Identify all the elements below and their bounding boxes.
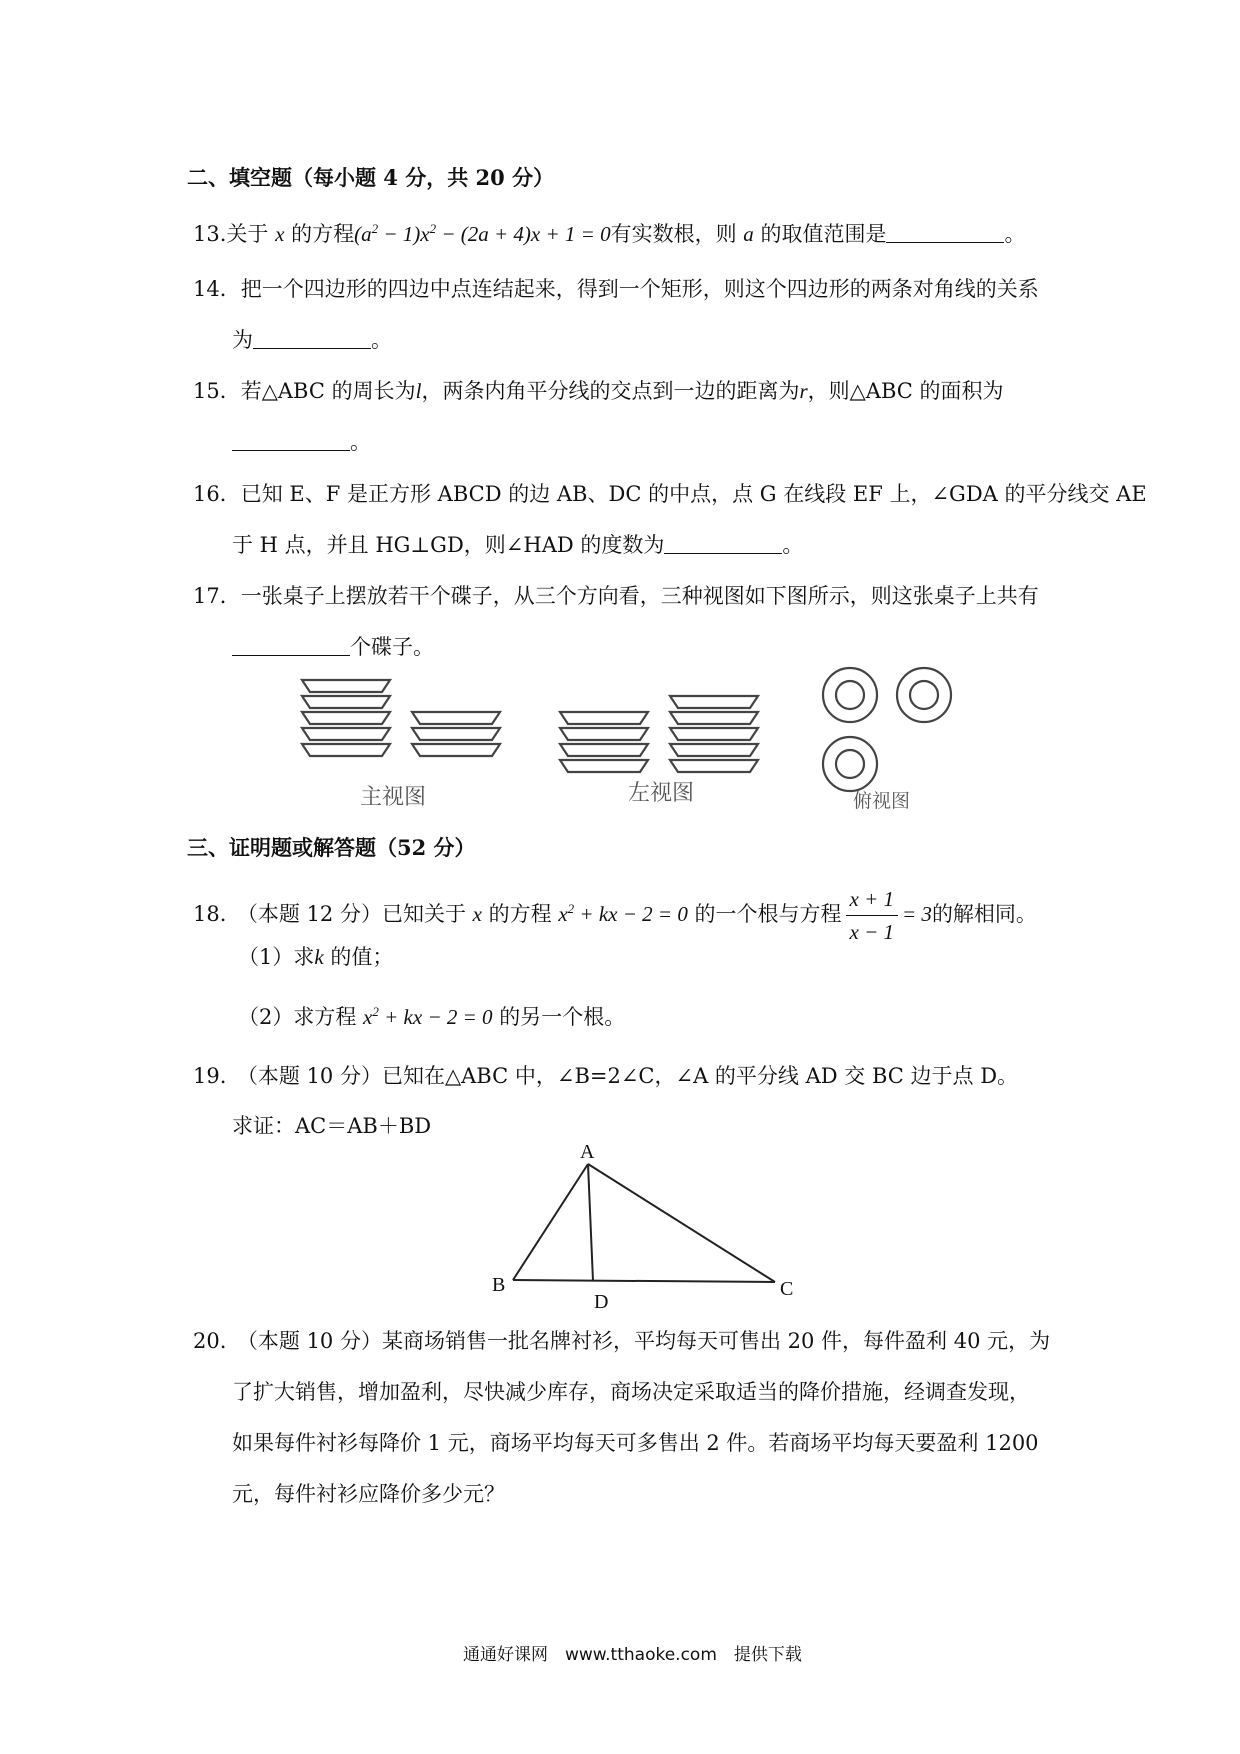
question-14-line1: 14．把一个四边形的四边中点连结起来，得到一个矩形，则这个四边形的两条对角线的关系 bbox=[193, 277, 1039, 301]
question-18-part2 bbox=[238, 1003, 625, 1031]
label-d: D bbox=[594, 1291, 609, 1313]
q16-line2-pre: 于 H 点，并且 HG⊥GD，则∠HAD 的度数为 bbox=[232, 533, 665, 557]
q16-answer-blank bbox=[664, 535, 782, 554]
q15-end: 。 bbox=[350, 430, 371, 454]
q18-mid2: 的一个根与方程 bbox=[687, 902, 842, 926]
left-view-stack-4 bbox=[560, 712, 648, 772]
q18-fraction-rhs: = 3 bbox=[902, 902, 932, 926]
triangle-abc-figure bbox=[480, 1140, 820, 1315]
question-13 bbox=[193, 220, 1025, 248]
question-20-line1: 20. （本题 10 分）某商场销售一批名牌衬衫，平均每天可售出 20 件，每件盈利 40 元，为 bbox=[193, 1329, 1051, 1353]
q15-post: ，则△ABC 的面积为 bbox=[807, 379, 1004, 403]
question-19-line2: 求证：AC＝AB＋BD bbox=[232, 1114, 432, 1138]
q13-mid: 的方程 bbox=[284, 222, 355, 246]
segment-ab bbox=[513, 1164, 588, 1280]
q13-equation: $(a^2 - 1)x^2 - (2a + 4)x + 1 = 0$ bbox=[354, 221, 611, 246]
q18-fraction bbox=[846, 883, 899, 948]
q18-part2-pre: （2）求方程 bbox=[238, 1005, 364, 1029]
q18-equation: $x^2$ + kx − 2 = 0 bbox=[558, 901, 688, 926]
q16-end: 。 bbox=[782, 533, 804, 557]
caption-front-view: 主视图 bbox=[360, 785, 427, 810]
label-b: B bbox=[492, 1274, 506, 1296]
section3-heading: 三、证明题或解答题（52 分） bbox=[187, 835, 476, 860]
segment-bc bbox=[513, 1280, 775, 1282]
q14-line2-pre: 为 bbox=[232, 328, 253, 352]
q15-answer-blank bbox=[232, 432, 350, 451]
q13-end: 。 bbox=[1004, 222, 1026, 246]
footer-credit: 通通好课网 www.tthaoke.com 提供下载 bbox=[463, 1645, 802, 1665]
q13-answer-blank bbox=[886, 224, 1004, 243]
q15-mid: ，两条内角平分线的交点到一边的距离为 bbox=[421, 379, 800, 403]
q17-answer-blank bbox=[232, 637, 350, 656]
question-18-part1 bbox=[238, 943, 393, 971]
q18-pre: 18. （本题 12 分）已知关于 bbox=[193, 902, 473, 926]
q18-fraction-denominator: x − 1 bbox=[849, 920, 895, 944]
question-17-line1: 17．一张桌子上摆放若干个碟子，从三个方向看，三种视图如下图所示，则这张桌子上共有 bbox=[193, 584, 1039, 608]
q13-var-x: x bbox=[275, 222, 285, 246]
q18-post: 的解相同。 bbox=[931, 902, 1037, 926]
question-14-line2 bbox=[232, 326, 392, 354]
q18-part1-var-k: k bbox=[314, 945, 324, 969]
q17-end: 个碟子。 bbox=[350, 635, 434, 659]
left-view-stack-5 bbox=[670, 696, 758, 772]
q13-pre: 13.关于 bbox=[193, 222, 276, 246]
question-20-line2: 了扩大销售，增加盈利，尽快减少库存，商场决定采取适当的降价措施，经调查发现， bbox=[232, 1380, 1030, 1404]
top-view-circles bbox=[823, 668, 951, 791]
segment-ad bbox=[588, 1164, 593, 1281]
question-16-line2 bbox=[232, 531, 803, 559]
label-a: A bbox=[580, 1141, 595, 1163]
front-view-stack-3 bbox=[412, 712, 500, 756]
q13-var-a: a bbox=[743, 222, 754, 246]
section2-heading: 二、填空题（每小题 4 分，共 20 分） bbox=[187, 165, 555, 190]
segment-ac bbox=[588, 1164, 775, 1282]
q18-part2-post: 的另一个根。 bbox=[492, 1005, 626, 1029]
q13-post2: 的取值范围是 bbox=[753, 222, 887, 246]
question-19-line1: 19. （本题 10 分）已知在△ABC 中，∠B=2∠C，∠A 的平分线 AD 交 BC 边于点 D。 bbox=[193, 1064, 1019, 1088]
front-view-stack-5 bbox=[302, 680, 390, 756]
question-15-line2 bbox=[232, 428, 371, 456]
question-18 bbox=[193, 878, 1037, 950]
q18-fraction-numerator: x + 1 bbox=[846, 883, 899, 916]
question-15-line1 bbox=[193, 377, 1004, 405]
caption-left-view: 左视图 bbox=[628, 781, 695, 806]
label-c: C bbox=[780, 1278, 794, 1300]
question-20-line3: 如果每件衬衫每降价 1 元，商场平均每天可多售出 2 件。若商场平均每天要盈利 1200 bbox=[232, 1431, 1039, 1455]
question-17-line2 bbox=[232, 633, 434, 661]
q15-var-l: l bbox=[415, 379, 422, 403]
q13-post1: 有实数根，则 bbox=[610, 222, 744, 246]
q18-part1-pre: （1）求 bbox=[238, 945, 315, 969]
q18-part1-post: 的值； bbox=[323, 945, 394, 969]
q18-var-x: x bbox=[472, 902, 482, 926]
q18-mid: 的方程 bbox=[481, 902, 559, 926]
q15-var-r: r bbox=[799, 379, 808, 403]
question-16-line1: 16．已知 E、F 是正方形 ABCD 的边 AB、DC 的中点，点 G 在线段 EF 上，∠GDA 的平分线交 AE bbox=[193, 482, 1147, 506]
question-20-line4: 元，每件衬衫应降价多少元？ bbox=[232, 1482, 505, 1506]
q14-end: 。 bbox=[371, 328, 392, 352]
q14-answer-blank bbox=[253, 330, 371, 349]
q18-part2-equation: $x^2$ + kx − 2 = 0 bbox=[363, 1004, 493, 1029]
caption-top-view: 俯视图 bbox=[853, 790, 911, 812]
q15-pre: 15．若△ABC 的周长为 bbox=[193, 379, 416, 403]
